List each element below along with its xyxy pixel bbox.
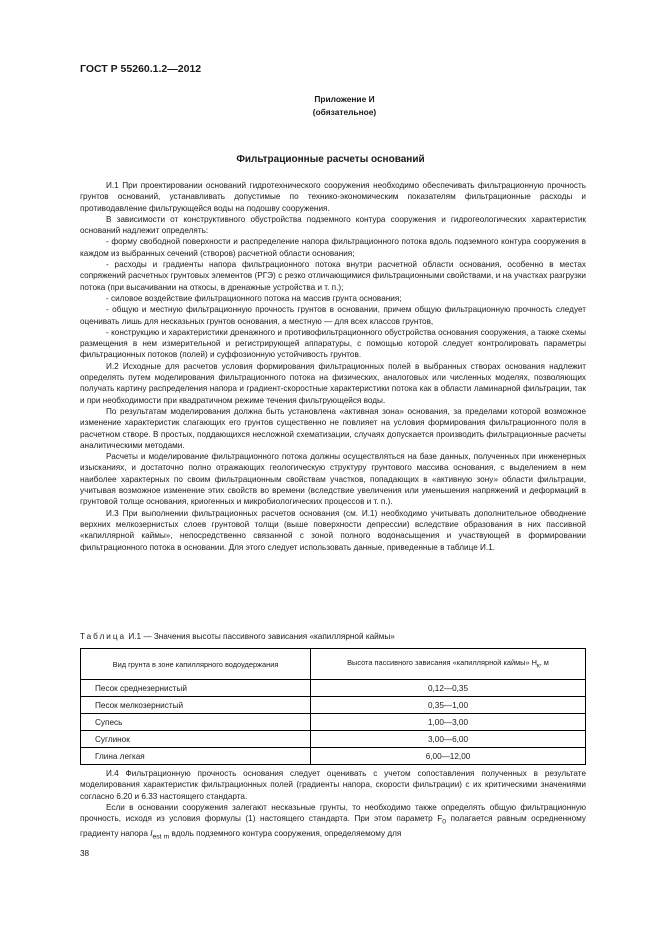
table-caption-text: И.1 — Значения высоты пассивного зависания «капиллярной каймы» [128, 632, 395, 641]
soil-cell: Супесь [81, 714, 311, 731]
formula-variable: I [150, 829, 153, 839]
table-row [81, 748, 586, 765]
table-row [81, 697, 586, 714]
table-caption-label: Таблица [80, 632, 127, 641]
paragraph: В зависимости от конструктивного обустройства подземного контура сооружения и гидрогеологических характеристик оснований надлежит определять: [80, 214, 586, 236]
table-row [81, 714, 586, 731]
height-cell: 3,00—6,00 [311, 731, 586, 748]
height-cell: 6,00—12,00 [311, 748, 586, 765]
paragraph: И.4 Фильтрационную прочность основания следует оценивать с учетом сопоставления полученных в результате моделирования характеристик фильтрационных полей (градиенты напора, скорости фильтрации) с их критическими значениями согласно 6.20 и 6.33 настоящего стандарта. [80, 769, 586, 801]
body-text [80, 180, 586, 553]
soil-cell: Глина легкая [81, 748, 311, 765]
page-number: 38 [80, 849, 90, 858]
capillary-height-table [80, 648, 586, 765]
section-title: Фильтрационные расчеты оснований [236, 154, 425, 165]
after-table-text [80, 768, 586, 843]
document-code: ГОСТ Р 55260.1.2—2012 [80, 63, 202, 75]
paragraph: И.1 При проектировании оснований гидротехнического сооружения необходимо обеспечивать фильтрационную прочность грунтов оснований, устанавливать допустимые по технико-экономическим показателям фильтрационные расходы и противодавление фильтрующейся воды на подошву сооружения. [80, 181, 586, 213]
soil-cell: Суглинок [81, 731, 311, 748]
annex-heading [0, 93, 661, 119]
subscript: 0 [442, 818, 447, 826]
table-row [81, 680, 586, 697]
table-row [81, 731, 586, 748]
height-cell: 1,00—3,00 [311, 714, 586, 731]
header-height-label: Высота пассивного зависания «капиллярной каймы» H [347, 658, 537, 668]
list-item: - форму свободной поверхности и распределение напора фильтрационного потока вдоль подземного контура сооружения в каждом из выбранных сечений (створов) расчетной области основания; [80, 237, 586, 258]
header-height-unit: , м [539, 658, 549, 668]
list-item: - расходы и градиенты напора фильтрационного потока внутри расчетной области основания, особенно в местах сопряжений расчетных грунтовых элементов (РГЭ) с резко отличающимися фильтрационными свойствами, и на участках разгрузки потока (при высачивании на откосы, в дренажные устройства и т. п.); [80, 260, 586, 292]
header-height [311, 649, 586, 680]
text-segment: Если в основании сооружения залегают несказьные грунты, то необходимо также определять общую фильтрационную прочность, исходя из условия формулы (1) настоящего стандарта. При этом параметр F [80, 802, 586, 824]
text-segment: вдоль подземного контура сооружения, определяемому для [169, 829, 402, 839]
annex-title: Приложение И [314, 94, 375, 104]
paragraph [80, 802, 586, 843]
paragraph: И.2 Исходные для расчетов условия формирования фильтрационных полей в выбранных створах основания надлежит определять путем моделирования фильтрационного потока на физических, аналоговых или численных моделях, позволяющих получать картину распределения напора и градиент-скоростные характеристики потока как в области ламинарной фильтрации, так и при необходимости при квадратичном режиме течения фильтрующейся воды. [80, 361, 586, 405]
list-item: - конструкцию и характеристики дренажного и противофильтрационного обустройства основания сооружения, а также схемы размещения в нем измерительной и регистрирующей аппаратуры, с помощью которой следует контролировать параметры фильтрационных потоков (полей) и суффозионную устойчивость грунтов. [80, 327, 586, 360]
list-item: - общую и местную фильтрационную прочность грунтов в основании, причем общую фильтрационную прочность следует оценивать лишь для несказьных грунтов основания, а местную — для всех классов грунтов, [80, 305, 586, 326]
soil-cell: Песок среднезернистый [81, 680, 311, 697]
paragraph: По результатам моделирования должна быть установлена «активная зона» основания, за пределами которой возможное изменение характеристик слагающих его грунтов существенно не повлияет на условия формирования фильтрационного поля в расчетном створе. В простых, поддающихся несложной схематизации, случаях допускается производить фильтрационные расчеты аналитическими методами. [80, 406, 586, 450]
table-caption [80, 632, 395, 641]
header-height-subscript: к [536, 662, 540, 670]
table-header-row [81, 649, 586, 680]
text-segment: полагается равным осредненному градиенту напора [80, 814, 586, 839]
soil-cell: Песок мелкозернистый [81, 697, 311, 714]
subscript: est m [152, 833, 170, 841]
height-cell: 0,12—0,35 [311, 680, 586, 697]
list-item: - силовое воздействие фильтрационного потока на массив грунта основания; [106, 293, 402, 303]
paragraph: И.3 При выполнении фильтрационных расчетов основания (см. И.1) необходимо учитывать дополнительное обводнение верхних мелкозернистых слоев грунтовой толщи (выше поверхности депрессии) вследствие образования в них пассивной «капиллярной каймы», непосредственно связанной с зоной полного водонасыщения и участвующей в формировании фильтрационного потока в основании. Для этого следует использовать данные, приведенные в таблице И.1. [80, 508, 586, 552]
annex-status: (обязательное) [312, 107, 377, 117]
header-soil-type: Вид грунта в зоне капиллярного водоудержания [81, 649, 311, 680]
paragraph: Расчеты и моделирование фильтрационного потока должны осуществляться на базе данных, полученных при инженерных изысканиях, и достаточно полно отражающих геологическую структуру грунтового массива основания, с выделением в нем наиболее характерных по своим фильтрационным свойствам участков, попадающих в «активную зону» области фильтрации, учитывая возможное изменение этих свойств во времени (вследствие увеличения или уменьшения напряжений и деформаций в грунтовой толще основания, криогенных и микробиологических процессов и т. п.). [80, 452, 586, 507]
height-cell: 0,35—1,00 [311, 697, 586, 714]
